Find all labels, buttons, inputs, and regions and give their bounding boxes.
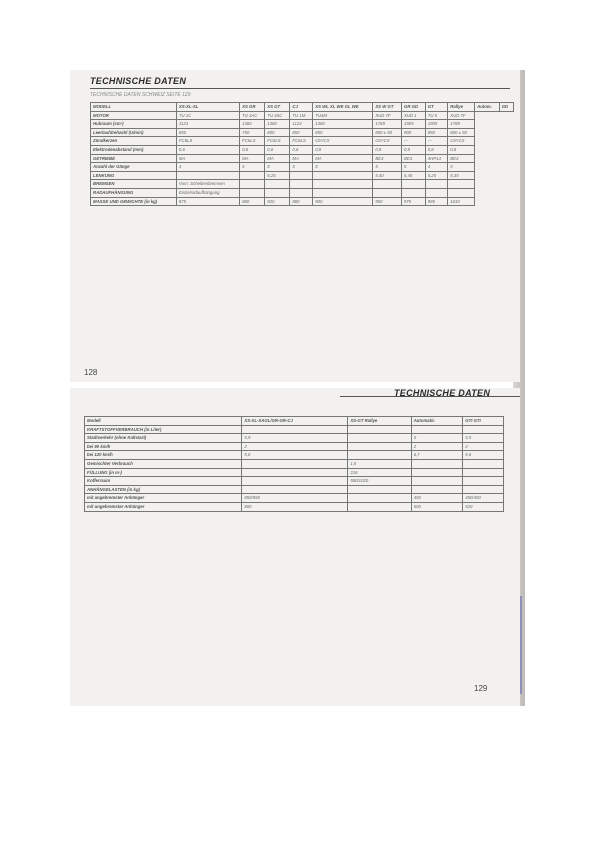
table-cell: 5,8 — [242, 451, 348, 460]
table-cell: TU 3SC — [265, 111, 290, 120]
table-cell: 750 — [240, 128, 265, 137]
row-label: Kofferraum — [85, 477, 242, 486]
row-label: MOTOR — [91, 111, 177, 120]
table-cell: MA — [240, 154, 265, 163]
table-cell: FC6LS — [176, 137, 239, 146]
table-cell — [411, 477, 463, 486]
table-cell: 800 ± 50 — [448, 128, 475, 137]
table-cell: 1905 — [402, 120, 426, 129]
table-cell: 520 — [463, 502, 504, 511]
table-cell: 0,8 — [448, 145, 475, 154]
column-header: XS GR — [240, 103, 265, 112]
table-cell: 900 — [402, 128, 426, 137]
table-cell: 5,6 — [463, 451, 504, 460]
table-cell — [373, 180, 402, 189]
column-header: Autom. — [475, 103, 500, 112]
table-cell: TU 1M — [290, 111, 313, 120]
table-cell: TU 1C — [176, 111, 239, 120]
table-cell — [463, 485, 504, 494]
table-cell: 850 — [290, 128, 313, 137]
page-header: TECHNISCHE DATEN — [394, 388, 491, 398]
table-row — [85, 451, 504, 460]
table-cell — [348, 502, 411, 511]
column-header: XS GT — [265, 103, 290, 112]
table-cell: 2 — [411, 442, 463, 451]
spec-table-right — [84, 416, 504, 512]
table-cell: 450/450 — [463, 494, 504, 503]
table-cell: 5,5 — [463, 434, 504, 443]
table-cell — [348, 485, 411, 494]
table-row — [85, 477, 504, 486]
table-cell: 580/1020 — [348, 477, 411, 486]
table-cell — [463, 459, 504, 468]
row-label: BREMSEN — [91, 180, 177, 189]
table-cell: 800 — [242, 502, 348, 511]
row-label: bei 90 km/h — [85, 442, 242, 451]
table-cell: 5 — [290, 163, 313, 172]
row-label: Stadtverkehr (ohne Kaltstart) — [85, 434, 242, 443]
table-row — [85, 502, 504, 511]
table-cell: 1124 — [290, 120, 313, 129]
table-cell: 1360 — [240, 120, 265, 129]
table-cell — [463, 425, 504, 434]
table-cell: Einzelradaufhängung — [176, 188, 239, 197]
table-cell: 880 — [290, 197, 313, 206]
table-row — [91, 154, 514, 163]
table-cell — [265, 180, 290, 189]
table-cell: 0,8 — [425, 145, 448, 154]
table-cell: 0,8 — [373, 145, 402, 154]
table-cell: C6YCX — [313, 137, 373, 146]
table-cell: 4 — [425, 163, 448, 172]
table-cell: — — [425, 137, 448, 146]
table-cell: C6YCX — [373, 137, 402, 146]
table-row — [91, 180, 514, 189]
table-cell — [448, 180, 475, 189]
table-cell — [313, 171, 373, 180]
table-cell: MA — [265, 154, 290, 163]
table-cell: 5,35 — [448, 171, 475, 180]
table-cell: 5 — [265, 163, 290, 172]
table-cell: 1,5 — [348, 459, 411, 468]
table-cell: 875 — [176, 197, 239, 206]
table-cell: FC6LS — [240, 137, 265, 146]
table-header-row — [91, 103, 514, 112]
table-cell: — — [402, 137, 426, 146]
row-label: KRAFTSTOFFVERBRAUCH (in Liter) — [85, 425, 242, 434]
table-cell — [242, 468, 348, 477]
table-cell: TU3M — [313, 111, 373, 120]
table-cell — [425, 180, 448, 189]
table-cell: 5 — [313, 163, 373, 172]
table-cell: 850 — [176, 128, 239, 137]
table-cell: 0,8 — [313, 145, 373, 154]
table-row — [85, 485, 504, 494]
table-cell: 6,7 — [411, 451, 463, 460]
page-128 — [70, 70, 520, 382]
row-label: bei 120 km/h — [85, 451, 242, 460]
table-cell: BE3 — [448, 154, 475, 163]
column-header: GT — [425, 103, 448, 112]
column-header: XS WL XL WE GL WE — [313, 103, 373, 112]
table-cell — [242, 477, 348, 486]
table-cell: XUD 7F — [448, 111, 475, 120]
table-cell: FC6LS — [265, 137, 290, 146]
table-cell: 4HP14 — [425, 154, 448, 163]
table-cell: 5,45 — [402, 171, 426, 180]
table-cell — [240, 171, 265, 180]
table-cell — [348, 494, 411, 503]
table-cell: 5 — [411, 434, 463, 443]
table-cell: 5,9 — [242, 434, 348, 443]
row-label: Zündkerzen — [91, 137, 177, 146]
table-cell: BE3 — [402, 154, 426, 163]
row-label: FÜLLUNG (in m³) — [85, 468, 242, 477]
row-label: ANHÄNGELASTEN (in kg) — [85, 485, 242, 494]
table-cell: 0,6 — [176, 145, 239, 154]
column-header: XS-GT Rallye — [348, 417, 411, 426]
column-header: Automatic — [411, 417, 463, 426]
table-row — [85, 425, 504, 434]
table-cell — [290, 171, 313, 180]
row-label: RADAUFHÄNGUNG — [91, 188, 177, 197]
table-cell: 1769 — [373, 120, 402, 129]
table-cell: 5 — [373, 163, 402, 172]
column-header: GD — [499, 103, 513, 112]
table-cell: 0,6 — [290, 145, 313, 154]
table-row — [91, 128, 514, 137]
table-row — [91, 197, 514, 206]
table-cell: MA — [290, 154, 313, 163]
table-row — [85, 459, 504, 468]
table-cell — [411, 485, 463, 494]
column-header: XS-XL-XAGL/GR-GR-CJ — [242, 417, 348, 426]
table-row — [85, 442, 504, 451]
table-cell: 5,25 — [425, 171, 448, 180]
row-label: Leerlaufdrehzahl (U/min) — [91, 128, 177, 137]
table-cell — [348, 451, 411, 460]
table-cell — [348, 425, 411, 434]
table-cell — [463, 477, 504, 486]
table-cell — [411, 425, 463, 434]
table-cell: 1360 — [313, 120, 373, 129]
row-label: GETRIEBE — [91, 154, 177, 163]
table-cell: 880 — [240, 197, 265, 206]
table-cell: 800 ± 50 — [373, 128, 402, 137]
column-header: Rallye — [448, 103, 475, 112]
table-row — [91, 145, 514, 154]
column-header: MODELL — [91, 103, 177, 112]
table-cell — [242, 459, 348, 468]
table-cell — [176, 171, 239, 180]
table-cell: 950 — [373, 197, 402, 206]
table-row — [85, 434, 504, 443]
table-cell: TU 5 — [425, 111, 448, 120]
row-label: mit angebremster Anhänger — [85, 494, 242, 503]
table-row — [91, 137, 514, 146]
table-cell: 850 — [425, 128, 448, 137]
row-label: Anzahl der Gänge — [91, 163, 177, 172]
table-row — [85, 494, 504, 503]
table-row — [91, 120, 514, 129]
table-cell: 1769 — [448, 120, 475, 129]
table-cell: 1010 — [448, 197, 475, 206]
table-cell: BE3 — [373, 154, 402, 163]
table-cell — [313, 188, 373, 197]
page-subheader: TECHNISCHE DATEN SCHWEIZ SEITE 129 — [90, 92, 191, 98]
table-cell: 5,25 — [265, 171, 290, 180]
table-cell: 1124 — [176, 120, 239, 129]
table-cell: 975 — [402, 197, 426, 206]
table-cell: MA — [313, 154, 373, 163]
column-header: XS W GT — [373, 103, 402, 112]
page-header: TECHNISCHE DATEN — [90, 76, 187, 86]
table-cell: TU 3AC — [240, 111, 265, 120]
row-label: MASSE UND GEWICHTE (in kg) — [91, 197, 177, 206]
table-cell: XUD 1 — [402, 111, 426, 120]
column-header: XS-XL-SL — [176, 103, 239, 112]
table-cell: 450 — [411, 494, 463, 503]
table-cell: 5,40 — [373, 171, 402, 180]
table-cell — [463, 468, 504, 477]
table-cell — [242, 425, 348, 434]
row-label: LENKUNG — [91, 171, 177, 180]
table-cell — [240, 180, 265, 189]
table-cell: 2 — [463, 442, 504, 451]
table-cell — [411, 468, 463, 477]
table-cell — [240, 188, 265, 197]
table-cell — [402, 180, 426, 189]
table-cell: 995 — [425, 197, 448, 206]
table-cell — [348, 442, 411, 451]
table-cell — [313, 180, 373, 189]
table-cell: XUD 7F — [373, 111, 402, 120]
table-cell: 0,6 — [265, 145, 290, 154]
table-cell: 500 — [411, 502, 463, 511]
table-row — [91, 188, 514, 197]
table-cell: 1905 — [425, 120, 448, 129]
table-cell — [373, 188, 402, 197]
table-cell: 800 — [265, 128, 290, 137]
spec-table-left — [90, 102, 514, 206]
table-cell: FC6LS — [290, 137, 313, 146]
table-row — [91, 163, 514, 172]
table-cell: C6YCX — [448, 137, 475, 146]
table-row — [85, 468, 504, 477]
table-cell: 0,8 — [402, 145, 426, 154]
table-cell: MA — [176, 154, 239, 163]
table-row — [91, 171, 514, 180]
table-cell: 850 — [313, 128, 373, 137]
page-129 — [70, 388, 520, 706]
column-header: CJ — [290, 103, 313, 112]
table-cell: 2 — [242, 442, 348, 451]
table-cell — [290, 188, 313, 197]
table-cell: 216 — [348, 468, 411, 477]
table-cell: 920 — [265, 197, 290, 206]
page-number: 128 — [84, 368, 98, 377]
table-cell — [348, 434, 411, 443]
column-header: GTI GTI — [463, 417, 504, 426]
table-cell — [425, 188, 448, 197]
page-number: 129 — [474, 684, 488, 693]
row-label: Hubraum (cm³) — [91, 120, 177, 129]
table-cell: 5 — [402, 163, 426, 172]
row-label: Gemischter Verbrauch — [85, 459, 242, 468]
table-cell: 850/950 — [242, 494, 348, 503]
table-cell: 0,6 — [240, 145, 265, 154]
table-cell: 1360 — [265, 120, 290, 129]
column-header: Modell — [85, 417, 242, 426]
table-cell: Vorn: Scheibenbremsen — [176, 180, 239, 189]
table-cell: 4 — [176, 163, 239, 172]
table-cell: 5 — [448, 163, 475, 172]
table-cell — [402, 188, 426, 197]
table-header-row — [85, 417, 504, 426]
table-cell: 5 — [240, 163, 265, 172]
table-cell — [265, 188, 290, 197]
table-row — [91, 111, 514, 120]
table-cell — [411, 459, 463, 468]
table-cell — [448, 188, 475, 197]
row-label: mit ungebremster Anhänger — [85, 502, 242, 511]
table-cell — [290, 180, 313, 189]
header-rule — [90, 88, 510, 89]
table-cell: 900 — [313, 197, 373, 206]
column-header: GR GD — [402, 103, 426, 112]
table-cell — [242, 485, 348, 494]
row-label: Elektrodenabstand (mm) — [91, 145, 177, 154]
